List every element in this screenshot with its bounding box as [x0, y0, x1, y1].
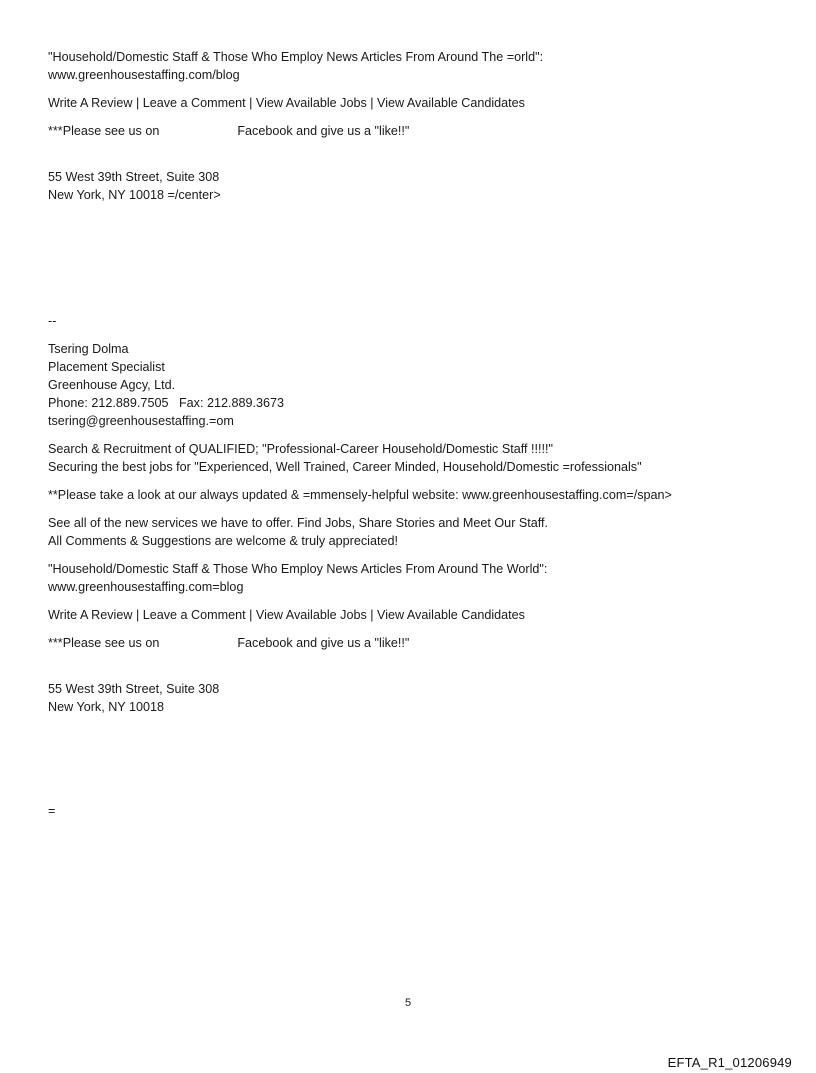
news-articles-line: "Household/Domestic Staff & Those Who Employ News Articles From Around The =orld": — [48, 50, 544, 64]
securing-jobs-line: Securing the best jobs for "Experienced, Well Trained, Career Minded, Household/Domestic =rofessionals" — [48, 460, 642, 474]
links-line-2: Write A Review | Leave a Comment | View Available Jobs | View Available Candidates — [48, 608, 525, 622]
signature-company: Greenhouse Agcy, Ltd. — [48, 378, 176, 392]
blog-url: www.greenhousestaffing.com/blog — [48, 68, 240, 82]
document-body — [48, 48, 778, 820]
trailing-equals: = — [48, 804, 56, 818]
facebook-line-2 — [48, 634, 778, 652]
address-line-1: 55 West 39th Street, Suite 308 — [48, 170, 220, 184]
facebook-prefix-2: ***Please see us on — [48, 636, 160, 650]
facebook-prefix: ***Please see us on — [48, 124, 160, 138]
search-recruitment-line: Search & Recruitment of QUALIFIED; "Professional-Career Household/Domestic Staff !!!!!" — [48, 442, 553, 456]
services-line: See all of the new services we have to offer. Find Jobs, Share Stories and Meet Our Staff. — [48, 516, 549, 530]
address-line-2-b: New York, NY 10018 — [48, 700, 164, 714]
blog-url-2: www.greenhousestaffing.com=blog — [48, 580, 244, 594]
address-line-2: New York, NY 10018 =/center> — [48, 188, 221, 202]
signature-name: Tsering Dolma — [48, 342, 129, 356]
address-line-1-b: 55 West 39th Street, Suite 308 — [48, 682, 220, 696]
signature-separator: -- — [48, 314, 57, 328]
facebook-suffix-2: Facebook and give us a "like!!" — [237, 636, 410, 650]
website-line: **Please take a look at our always updated & =mmensely-helpful website: www.greenhousestaffing.com=/span> — [48, 488, 672, 502]
signature-email: tsering@greenhousestaffing.=om — [48, 414, 234, 428]
signature-title: Placement Specialist — [48, 360, 165, 374]
facebook-suffix: Facebook and give us a "like!!" — [237, 124, 410, 138]
links-line: Write A Review | Leave a Comment | View Available Jobs | View Available Candidates — [48, 96, 525, 110]
page-number: 5 — [404, 997, 412, 1009]
signature-phone-fax: Phone: 212.889.7505 Fax: 212.889.3673 — [48, 396, 284, 410]
comments-line: All Comments & Suggestions are welcome & truly appreciated! — [48, 534, 398, 548]
facebook-line — [48, 122, 778, 140]
news-articles-line-2: "Household/Domestic Staff & Those Who Employ News Articles From Around The World": — [48, 562, 548, 576]
bates-number: EFTA_R1_01206949 — [667, 1055, 792, 1070]
